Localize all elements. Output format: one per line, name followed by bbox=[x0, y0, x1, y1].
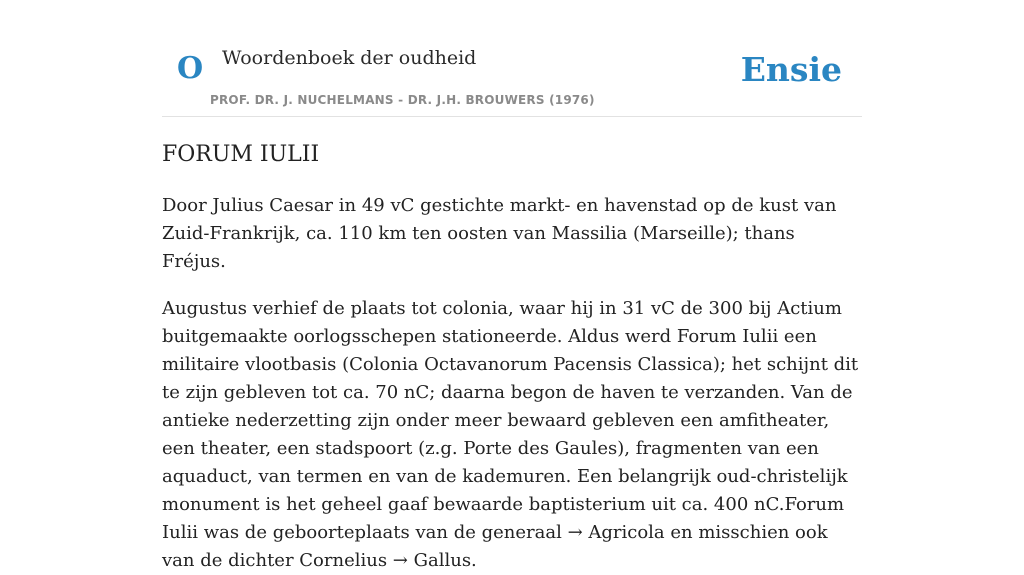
brand-logo[interactable]: Ensie bbox=[740, 50, 842, 89]
letter-initial[interactable]: O bbox=[177, 51, 204, 86]
site-header bbox=[162, 30, 862, 117]
entry-title: FORUM IULII bbox=[162, 142, 320, 167]
dictionary-title[interactable]: Woordenboek der oudheid bbox=[222, 47, 477, 69]
entry-content bbox=[162, 140, 862, 575]
entry-paragraph: Augustus verhief de plaats tot colonia, waar hij in 31 vC de 300 bij Actium buitgemaakte oorlogsschepen stationeerde. Aldus werd Forum Iulii een militaire vlootbasis (Colonia Octavanorum Pacensis Classica); het schijnt dit te zijn gebleven tot ca. 70 nC; daarna begon de haven te verzanden. Van de antieke nederzetting zijn onder meer bewaard gebleven een amfitheater, een theater, een stadspoort (z.g. Porte des Gaules), fragmenten van een aquaduct, van termen en van de kademuren. Een belangrijk oud-christelijk monument is het geheel gaaf bewaarde baptisterium uit ca. 400 nC.Forum Iulii was de geboorteplaats van de generaal → Agricola en misschien ook van de dichter Cornelius → Gallus. bbox=[162, 298, 859, 571]
entry-paragraph: Door Julius Caesar in 49 vC gestichte markt- en havenstad op de kust van Zuid-Frankrijk, ca. 110 km ten oosten van Massilia (Marseille); thans Fréjus. bbox=[162, 195, 837, 272]
dictionary-authors: PROF. DR. J. NUCHELMANS - DR. J.H. BROUWERS (1976) bbox=[210, 93, 595, 107]
